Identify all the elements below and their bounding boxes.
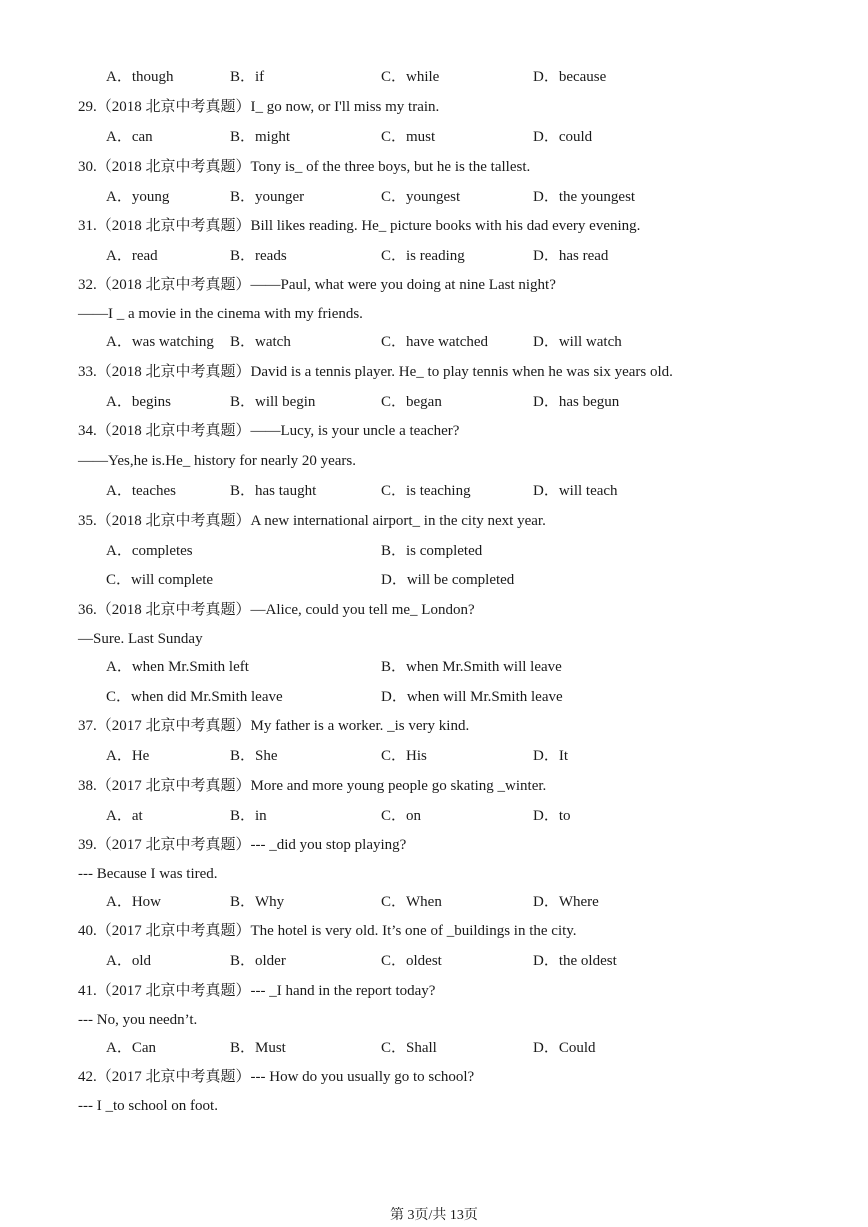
options-row	[0, 1037, 868, 1059]
answer-option: C．youngest	[381, 189, 461, 205]
question-text: 40.（2017 北京中考真题）The hotel is very old. It’s one of _buildings in the city.	[78, 923, 577, 939]
answer-option: A．was watching	[106, 334, 214, 350]
options-row	[0, 950, 868, 972]
answer-option: D．It	[533, 748, 568, 764]
question-text: 33.（2018 北京中考真题）David is a tennis player. He_ to play tennis when he was six years old.	[78, 364, 673, 380]
answer-option: D．has read	[533, 248, 609, 264]
page-footer: 第 3页/共 13页	[390, 1208, 478, 1223]
answer-option: A．completes	[106, 543, 193, 559]
answer-option: A．Can	[106, 1040, 156, 1056]
answer-option: C．is reading	[381, 248, 465, 264]
answer-option: A．young	[106, 189, 170, 205]
answer-option: A．though	[106, 69, 174, 85]
question-text: 35.（2018 北京中考真题）A new international airport_ in the city next year.	[78, 513, 546, 529]
answer-option: C．must	[381, 129, 436, 145]
answer-option: B．older	[230, 953, 286, 969]
answer-option: D．will be completed	[381, 572, 515, 588]
options-row	[0, 126, 868, 148]
question-text: 39.（2017 北京中考真题）--- _did you stop playing?	[78, 837, 407, 853]
answer-option: A．can	[106, 129, 153, 145]
answer-option: D．could	[533, 129, 593, 145]
options-row	[0, 891, 868, 913]
answer-option: B．younger	[230, 189, 305, 205]
options-row	[0, 480, 868, 502]
options-row	[0, 656, 868, 678]
answer-option: C．will complete	[106, 572, 214, 588]
question-text: 36.（2018 北京中考真题）—Alice, could you tell me_ London?	[78, 602, 475, 618]
question-text: 30.（2018 北京中考真题）Tony is_ of the three boys, but he is the tallest.	[78, 159, 531, 175]
answer-option: B．will begin	[230, 394, 316, 410]
answer-option: B．Why	[230, 894, 285, 910]
question-text: —Sure. Last Sunday	[78, 631, 203, 647]
answer-option: B．reads	[230, 248, 287, 264]
question-text: 42.（2017 北京中考真题）--- How do you usually go to school?	[78, 1069, 475, 1085]
question-text: 29.（2018 北京中考真题）I_ go now, or I'll miss my train.	[78, 99, 440, 115]
answer-option: B．is completed	[381, 543, 483, 559]
answer-option: C．is teaching	[381, 483, 471, 499]
answer-option: C．while	[381, 69, 440, 85]
options-row	[0, 186, 868, 208]
options-row	[0, 745, 868, 767]
answer-option: B．might	[230, 129, 291, 145]
answer-option: D．because	[533, 69, 607, 85]
answer-option: C．Shall	[381, 1040, 437, 1056]
question-text: --- I _to school on foot.	[78, 1098, 218, 1114]
options-row	[0, 245, 868, 267]
question-text: 32.（2018 北京中考真题）——Paul, what were you doing at nine Last night?	[78, 277, 556, 293]
answer-option: A．old	[106, 953, 152, 969]
answer-option: B．Must	[230, 1040, 286, 1056]
answer-option: A．He	[106, 748, 150, 764]
answer-option: C．on	[381, 808, 422, 824]
answer-option: A．at	[106, 808, 143, 824]
question-text: --- Because I was tired.	[78, 866, 218, 882]
options-row	[0, 391, 868, 413]
answer-option: B．in	[230, 808, 267, 824]
options-row	[0, 569, 868, 591]
answer-option: A．when Mr.Smith left	[106, 659, 249, 675]
answer-option: C．When	[381, 894, 442, 910]
answer-option: D．when will Mr.Smith leave	[381, 689, 563, 705]
answer-option: A．teaches	[106, 483, 176, 499]
answer-option: B．watch	[230, 334, 291, 350]
question-text: 34.（2018 北京中考真题）——Lucy, is your uncle a teacher?	[78, 423, 460, 439]
answer-option: C．oldest	[381, 953, 442, 969]
answer-option: B．when Mr.Smith will leave	[381, 659, 562, 675]
question-text: 37.（2017 北京中考真题）My father is a worker. _is very kind.	[78, 718, 470, 734]
question-text: ——I _ a movie in the cinema with my friends.	[78, 306, 363, 322]
answer-option: D．will watch	[533, 334, 622, 350]
question-text: 38.（2017 北京中考真题）More and more young people go skating _winter.	[78, 778, 547, 794]
question-text: ——Yes,he is.He_ history for nearly 20 years.	[78, 453, 357, 469]
options-row	[0, 66, 868, 88]
question-text: --- No, you needn’t.	[78, 1012, 198, 1028]
answer-option: B．She	[230, 748, 278, 764]
options-row	[0, 805, 868, 827]
answer-option: A．How	[106, 894, 161, 910]
answer-option: D．Could	[533, 1040, 596, 1056]
options-row	[0, 540, 868, 562]
answer-option: C．His	[381, 748, 427, 764]
answer-option: D．the youngest	[533, 189, 636, 205]
answer-option: D．the oldest	[533, 953, 617, 969]
answer-option: D．will teach	[533, 483, 618, 499]
answer-option: A．begins	[106, 394, 171, 410]
answer-option: B．has taught	[230, 483, 317, 499]
answer-option: D．has begun	[533, 394, 620, 410]
answer-option: C．have watched	[381, 334, 489, 350]
answer-option: A．read	[106, 248, 158, 264]
answer-option: D．Where	[533, 894, 599, 910]
question-text: 31.（2018 北京中考真题）Bill likes reading. He_ picture books with his dad every evening.	[78, 218, 641, 234]
answer-option: C．when did Mr.Smith leave	[106, 689, 283, 705]
options-row	[0, 686, 868, 708]
answer-option: B．if	[230, 69, 265, 85]
answer-option: C．began	[381, 394, 442, 410]
question-text: 41.（2017 北京中考真题）--- _I hand in the report today?	[78, 983, 436, 999]
options-row	[0, 331, 868, 353]
answer-option: D．to	[533, 808, 571, 824]
